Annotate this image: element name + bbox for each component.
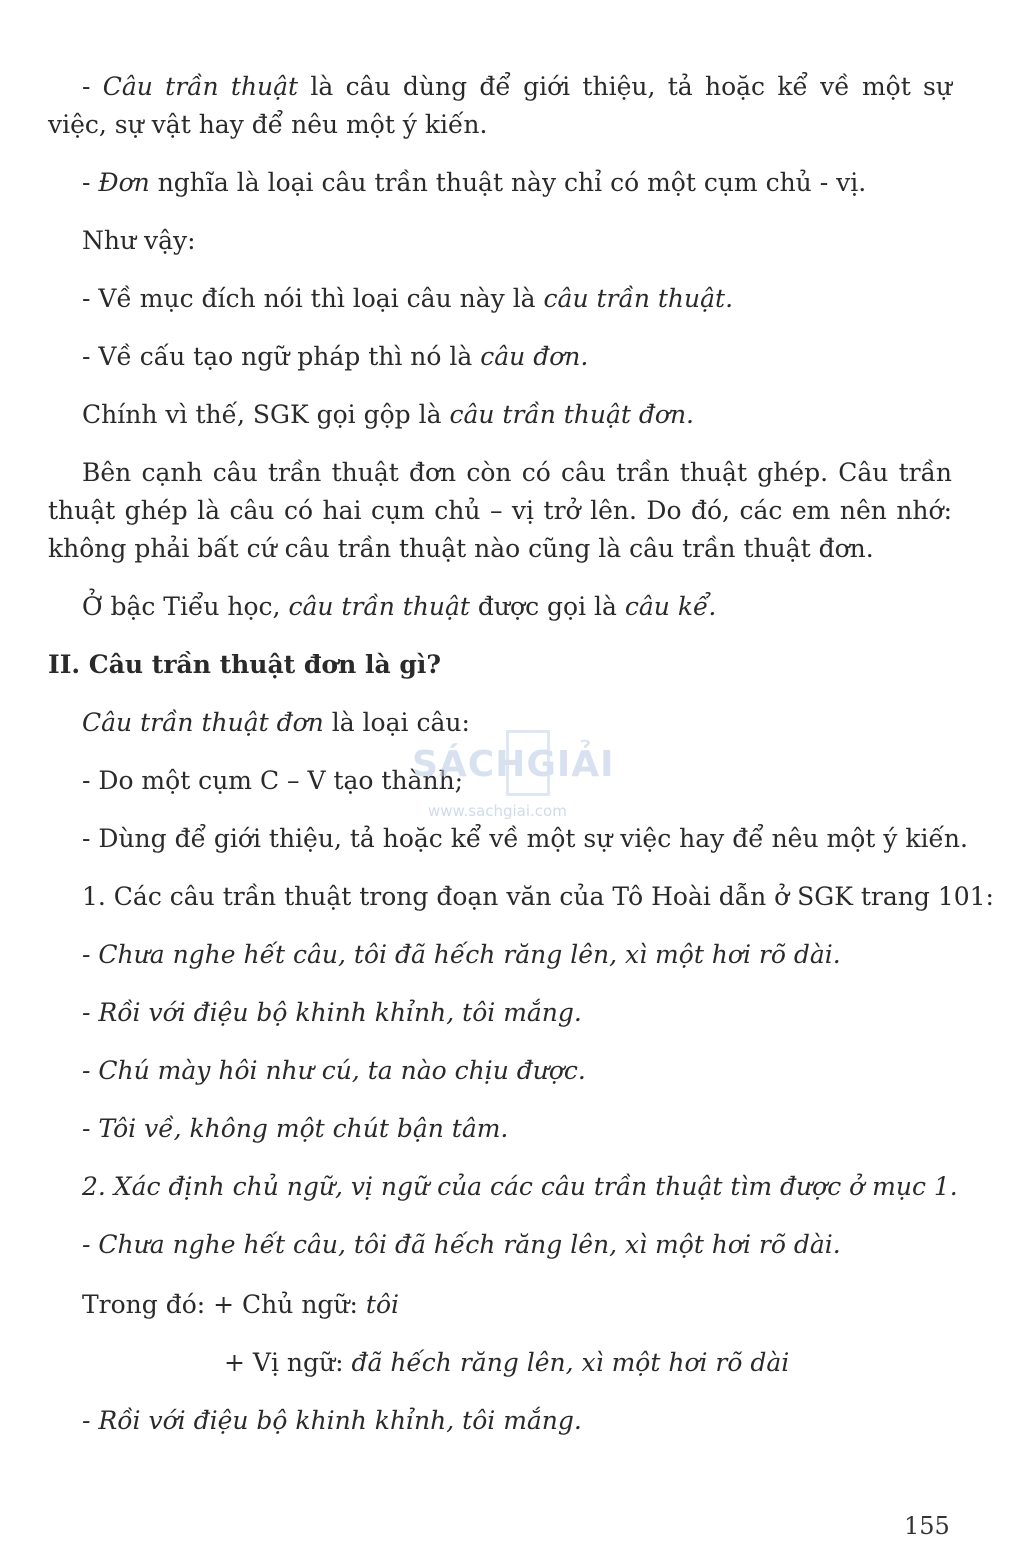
example-sentence: - Chú mày hôi như cú, ta nào chịu được. — [82, 1056, 586, 1085]
predicate-analysis: + Vị ngữ: đã hếch răng lên, xì một hơi rõ dài — [224, 1348, 790, 1377]
watermark-logo-text: SÁCHGIẢI — [412, 744, 615, 785]
analysis-sentence: - Chưa nghe hết câu, tôi đã hếch răng lên, xì một hơi rõ dài. — [82, 1230, 841, 1259]
section-heading-ii: II. Câu trần thuật đơn là gì? — [48, 650, 441, 679]
question-two: 2. Xác định chủ ngữ, vị ngữ của các câu trần thuật tìm được ở mục 1. — [82, 1172, 958, 1201]
paragraph-definition: - Câu trần thuật là câu dùng để giới thiệu, tả hoặc kể về một sự việc, sự vật hay để nêu một ý kiến. — [48, 72, 952, 139]
paragraph-don-meaning: - Đơn nghĩa là loại câu trần thuật này chỉ có một cụm chủ - vị. — [82, 168, 867, 197]
question-one: 1. Các câu trần thuật trong đoạn văn của Tô Hoài dẫn ở SGK trang 101: — [82, 882, 994, 911]
watermark-url: www.sachgiai.com — [428, 802, 567, 820]
bullet-purpose: - Về mục đích nói thì loại câu này là câu trần thuật. — [82, 284, 734, 313]
paragraph-conclusion: Chính vì thế, SGK gọi gộp là câu trần thuật đơn. — [82, 400, 695, 429]
paragraph-nhu-vay: Như vậy: — [82, 226, 196, 255]
analysis-sentence: - Rồi với điệu bộ khinh khỉnh, tôi mắng. — [82, 1406, 582, 1435]
page-number: 155 — [904, 1512, 950, 1540]
example-sentence: - Rồi với điệu bộ khinh khỉnh, tôi mắng. — [82, 998, 582, 1027]
subject-analysis: Trong đó: + Chủ ngữ: tôi — [82, 1290, 399, 1319]
sachgiai-watermark — [410, 730, 620, 825]
bullet-structure: - Về cấu tạo ngữ pháp thì nó là câu đơn. — [82, 342, 589, 371]
paragraph-compound-note: Bên cạnh câu trần thuật đơn còn có câu trần thuật ghép. Câu trần thuật ghép là câu có hai cụm chủ – vị trở lên. Do đó, các em nên nhớ: không phải bất cứ câu trần thuật nào cũng là câu trần thuật đơn. — [48, 458, 952, 563]
example-sentence: - Chưa nghe hết câu, tôi đã hếch răng lên, xì một hơi rõ dài. — [82, 940, 841, 969]
example-sentence: - Tôi về, không một chút bận tâm. — [82, 1114, 509, 1143]
bullet-one-cluster: - Do một cụm C – V tạo thành; — [82, 766, 464, 795]
paragraph-definition-intro: Câu trần thuật đơn là loại câu: — [82, 708, 470, 737]
paragraph-primary-school: Ở bậc Tiểu học, câu trần thuật được gọi là câu kể. — [82, 592, 717, 621]
bullet-usage: - Dùng để giới thiệu, tả hoặc kể về một sự việc hay để nêu một ý kiến. — [82, 824, 968, 853]
